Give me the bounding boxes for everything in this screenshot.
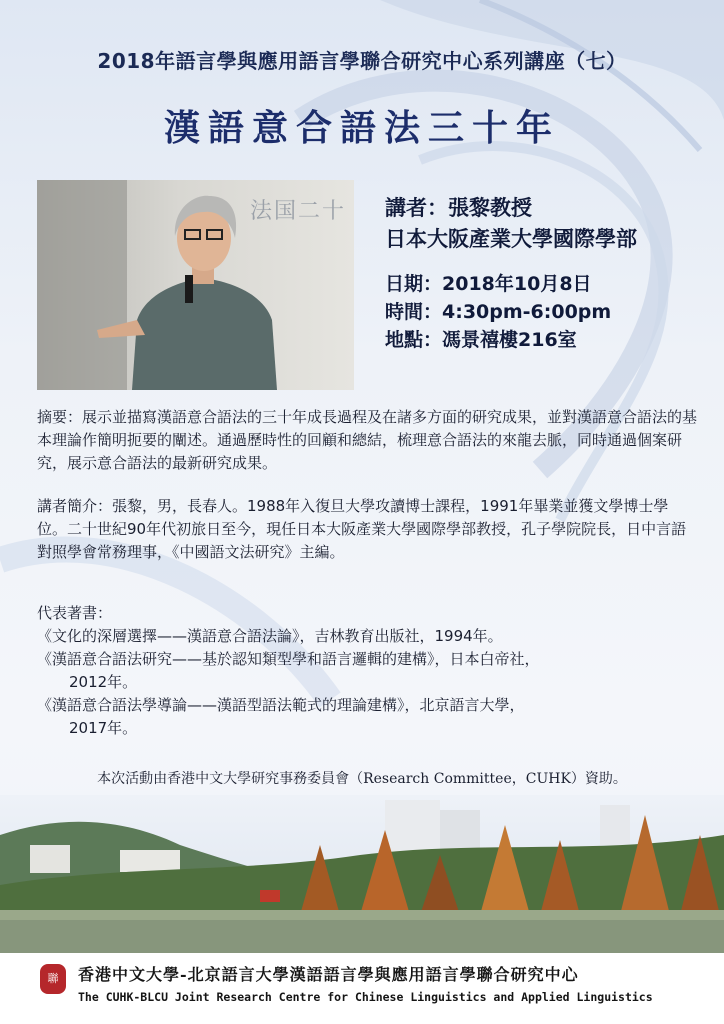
funding-note: 本次活動由香港中文大學研究事務委員會（Research Committee，CUHK）資助。 (97, 771, 627, 787)
publication-item-continued: 2017年。 (69, 719, 138, 737)
speaker-affiliation: 日本大阪產業大學國際學部 (385, 227, 637, 251)
speaker-name: 講者：張黎教授 (385, 196, 532, 220)
footer-centre-name-en: The CUHK-BLCU Joint Research Centre for Chinese Linguistics and Applied Linguistics (78, 990, 653, 1004)
speaker-photo (37, 180, 354, 390)
footer-centre-name-cn: 香港中文大學-北京語言大學漢語語言學與應用語言學聯合研究中心 (78, 965, 579, 984)
publication-item: 《漢語意合語法學導論——漢語型語法範式的理論建構》，北京語言大學， (37, 696, 525, 714)
speaker-bio: 講者簡介：張黎，男，長春人。1988年入復旦大學攻讀博士課程，1991年畢業並獲文學博士學位。二十世紀90年代初旅日至今，現任日本大阪產業大學國際學部教授，孔子學院院長，日中言語對照學會常務理事，《中國語文法研究》主編。 (37, 497, 687, 561)
publication-item: 《文化的深層選擇——漢語意合語法論》，吉林教育出版社，1994年。 (37, 627, 503, 645)
lecture-title: 漢語意合語法三十年 (163, 107, 560, 149)
event-venue: 地點：馮景禧樓216室 (385, 329, 577, 351)
centre-seal-logo: 聯 (40, 964, 66, 994)
campus-landscape (0, 795, 724, 953)
publications-heading: 代表著書： (37, 604, 113, 622)
publication-item-continued: 2012年。 (69, 673, 138, 691)
photo-screen-text: 法国二十 (249, 199, 346, 224)
event-info (385, 270, 611, 354)
event-date: 日期：2018年10月8日 (385, 273, 592, 295)
publications (37, 602, 697, 740)
speaker-figure (37, 180, 354, 390)
series-title: 2018年語言學與應用語言學聯合研究中心系列講座（七） (97, 49, 627, 73)
abstract: 摘要：展示並描寫漢語意合語法的三十年成長過程及在諸多方面的研究成果，並對漢語意合語法的基本理論作簡明扼要的闡述。通過歷時性的回顧和總結，梳理意合語法的來龍去脈，同時通過個案研究，展示意合語法的最新研究成果。 (37, 408, 698, 472)
speaker-block (385, 193, 637, 255)
publication-item: 《漢語意合語法研究——基於認知類型學和語言邏輯的建構》，日本白帝社， (37, 650, 540, 668)
event-time: 時間：4:30pm-6:00pm (385, 301, 612, 323)
